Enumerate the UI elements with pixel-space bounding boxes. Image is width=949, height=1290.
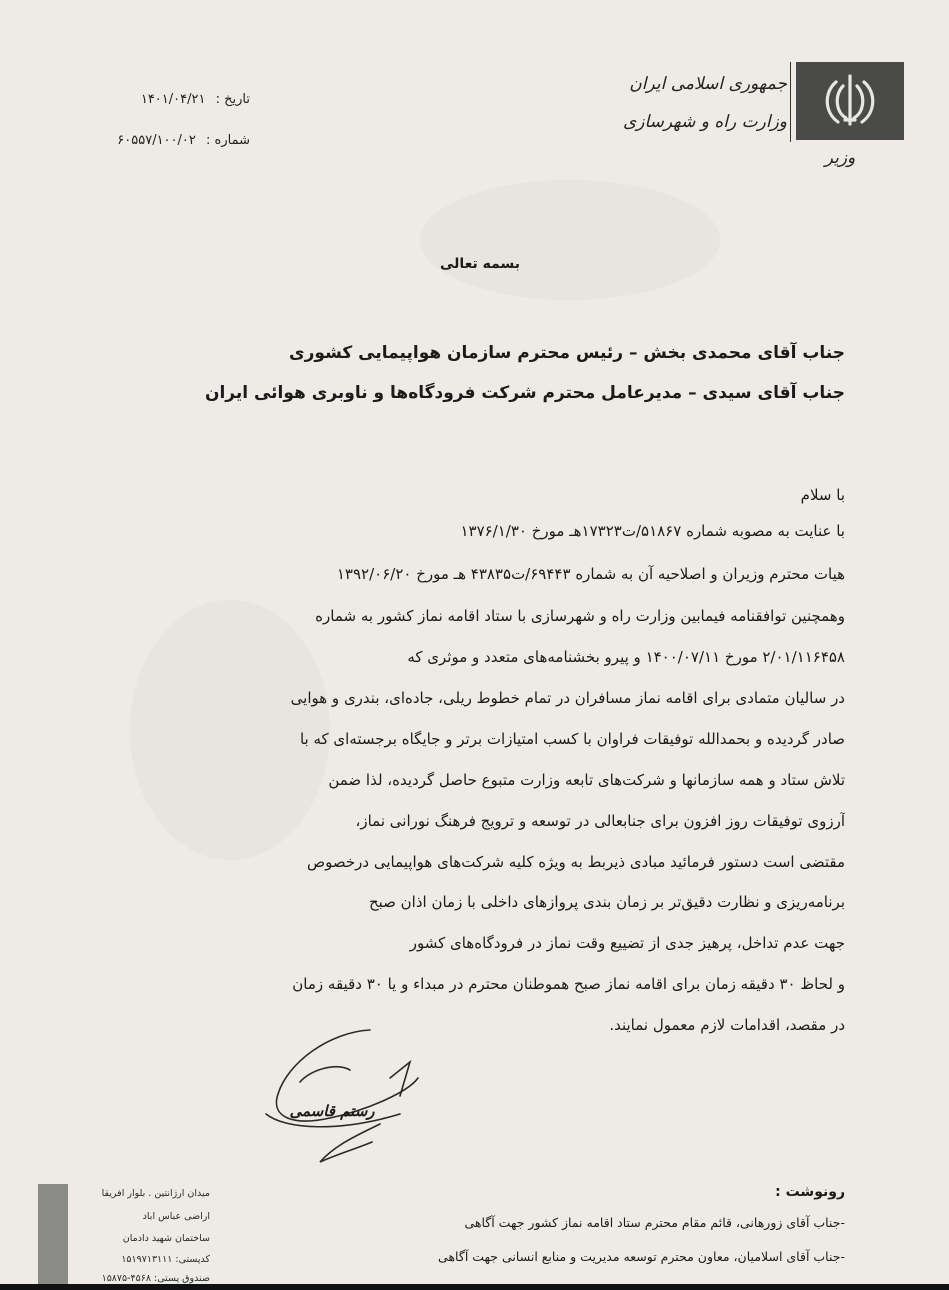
address-line: ساختمان شهید دادمان <box>122 1233 210 1244</box>
body-line: تلاش ستاد و همه سازمانها و شرکت‌های تابعه وزارت متبوع حاصل گردیده، لذا ضمن <box>328 771 845 789</box>
body-line: ۲/۰۱/۱۱۶۴۵۸ مورخ ۱۴۰۰/۰۷/۱۱ و پیرو بخشنامه‌های متعدد و موثری که <box>407 648 845 666</box>
body-line: آرزوی توفیقات روز افزون برای جنابعالی در توسعه و ترویج فرهنگ نورانی نماز، <box>355 812 845 830</box>
body-line: هیات محترم وزیران و اصلاحیه آن به شماره ۶۹۴۴۳/ت۴۳۸۳۵ هـ مورخ ۱۳۹۲/۰۶/۲۰ <box>336 565 845 583</box>
cc-line: -جناب آقای زورهانی، قائم مقام محترم ستاد اقامه نماز کشور جهت آگاهی <box>464 1215 845 1230</box>
cc-title: رونوشت : <box>775 1184 845 1200</box>
iran-emblem <box>796 62 904 140</box>
letter-date <box>80 92 250 107</box>
minister-title: وزیر <box>824 148 856 168</box>
signature-name: رستم قاسمی <box>289 1102 375 1120</box>
letterhead-divider <box>790 62 791 142</box>
body-line: و لحاظ ۳۰ دقیقه زمان برای اقامه نماز صبح هموطنان محترم در مبداء و یا ۳۰ دقیقه زمان <box>292 975 845 993</box>
letter-number <box>80 133 250 148</box>
body-line: وهمچنین توافقنامه فیمابین وزارت راه و شهرسازی با ستاد اقامه نماز کشور به شماره <box>315 607 845 625</box>
ministry-line-1: جمهوری اسلامی ایران <box>629 74 787 94</box>
address-line: اراضی عباس آباد <box>142 1211 210 1222</box>
address-line: میدان آرژانتین . بلوار آفریقا <box>101 1188 210 1199</box>
iran-emblem-icon <box>818 70 882 132</box>
signature-scribble <box>240 1022 440 1172</box>
cc-line: -جناب آقای اسلامیان، معاون محترم توسعه مدیریت و منابع انسانی جهت آگاهی <box>438 1249 845 1264</box>
number-value: ۶۰۵۵۷/۱۰۰/۰۲ <box>117 133 196 148</box>
addressee-2: جناب آقای سیدی – مدیرعامل محترم شرکت فرودگاه‌ها و ناوبری هوائی ایران <box>204 383 845 403</box>
date-value: ۱۴۰۱/۰۴/۲۱ <box>140 92 206 107</box>
scan-edge <box>0 1284 949 1290</box>
greeting: با سلام <box>800 486 845 504</box>
paper-stain <box>420 180 720 300</box>
ministry-line-2: وزارت راه و شهرسازی <box>622 112 787 132</box>
number-label: شماره : <box>206 133 250 148</box>
address-line: کدپستی: ۱۵۱۹۷۱۳۱۱۱ <box>121 1254 210 1265</box>
addressee-1: جناب آقای محمدی بخش – رئیس محترم سازمان هواپیمایی کشوری <box>289 343 845 363</box>
body-line: در مقصد، اقدامات لازم معمول نمایند. <box>609 1016 845 1034</box>
body-line: در سالیان متمادی برای اقامه نماز مسافران در تمام خطوط ریلی، جاده‌ای، بندری و هوایی <box>290 689 845 707</box>
body-line: جهت عدم تداخل، پرهیز جدی از تضییع وقت نماز در فرودگاه‌های کشور <box>409 934 845 952</box>
date-label: تاریخ : <box>215 92 250 107</box>
address-stripe <box>38 1184 68 1284</box>
body-line: مقتضی است دستور فرمائید مبادی ذیربط به ویژه کلیه شرکت‌های هواپیمایی درخصوص <box>307 853 845 871</box>
body-line: صادر گردیده و بحمدالله توفیقات فراوان با کسب امتیازات برتر و جایگاه برجسته‌ای که با <box>299 730 845 748</box>
body-line: با عنایت به مصوبه شماره ۵۱۸۶۷/ت۱۷۳۲۳هـ مورخ ۱۳۷۶/۱/۳۰ <box>460 522 845 540</box>
body-line: برنامه‌ریزی و نظارت دقیق‌تر بر زمان بندی پروازهای داخلی با زمان اذان صبح <box>368 893 845 911</box>
invocation: بسمه تعالی <box>439 256 521 272</box>
address-line: صندوق پستی: ۴۵۶۸-۱۵۸۷۵ <box>101 1273 210 1284</box>
